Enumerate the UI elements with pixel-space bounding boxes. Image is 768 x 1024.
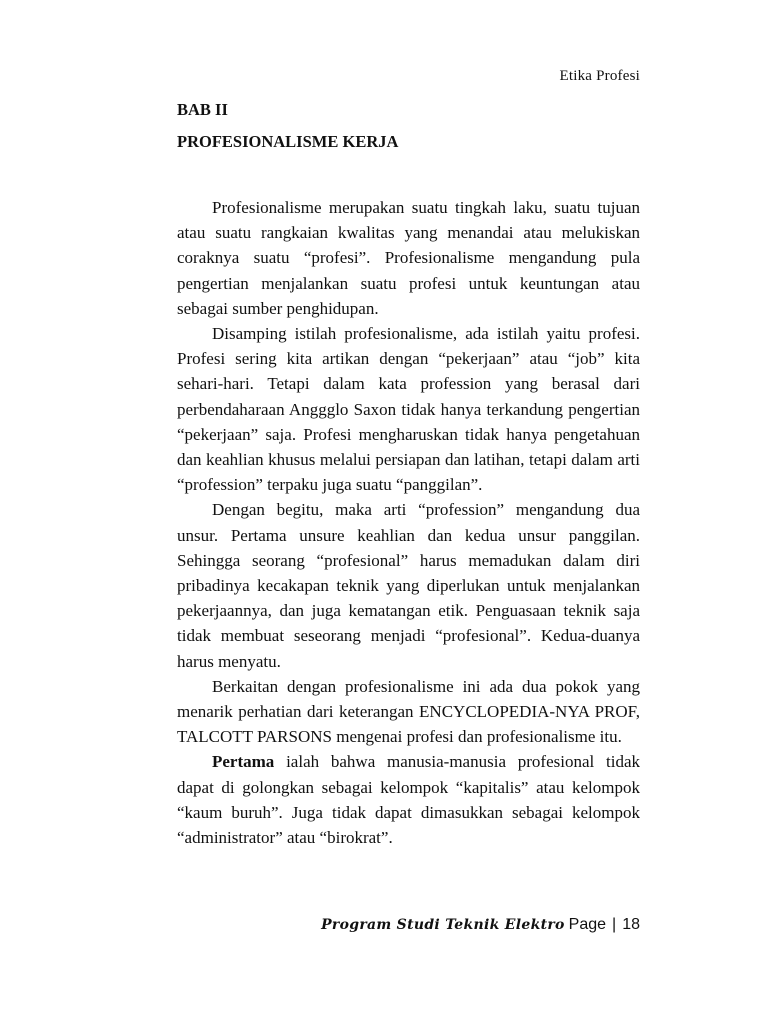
paragraph: Berkaitan dengan profesionalisme ini ada dua pokok yang menarik perhatian dari keterangan ENCYCLOPEDIA-NYA PROF, TALCOTT PARSONS mengenai profesi dan profesionalisme itu. — [177, 676, 640, 747]
paragraph: Pertama ialah bahwa manusia-manusia profesional tidak dapat di golongkan sebagai kelompok “kapitalis” atau kelompok “kaum buruh”. Juga tidak dapat dimasukkan sebagai kelompok “administrator” atau “birokrat”. — [177, 752, 640, 848]
program-name: Program Studi Teknik Elektro — [321, 917, 565, 933]
chapter-title: PROFESIONALISME KERJA — [177, 132, 399, 151]
paragraph: Dengan begitu, maka arti “profession” mengandung dua unsur. Pertama unsure keahlian dan kedua unsur panggilan. Sehingga seorang “profesional” harus memadukan dalam diri pribadinya kecakapan teknik yang diperlukan untuk menjalankan pekerjaannya, dan juga kematangan etik. Penguasaan teknik saja tidak membuat seseorang menjadi “profesional”. Kedua-duanya harus menyatu. — [177, 500, 640, 671]
paragraph: Disamping istilah profesionalisme, ada istilah yaitu profesi. Profesi sering kita artikan dengan “pekerjaan” atau “job” kita sehari-hari. Tetapi dalam kata profession yang berasal dari perbendaharaan Anggglo Saxon tidak hanya terkandung pengertian “pekerjaan” saja. Profesi mengharuskan tidak hanya pengetahuan dan keahlian khusus melalui persiapan dan latihan, tetapi dalam arti “profession” terpaku juga suatu “panggilan”. — [177, 324, 640, 495]
paragraph: Profesionalisme merupakan suatu tingkah laku, suatu tujuan atau suatu rangkaian kwalitas yang menandai atau melukiskan coraknya suatu “profesi”. Profesionalisme mengandung pula pengertian menjalankan suatu profesi untuk keuntungan atau sebagai sumber penghidupan. — [177, 198, 640, 318]
page-number: 18 — [622, 916, 640, 933]
body-text — [177, 195, 640, 850]
running-header: Etika Profesi — [559, 68, 640, 84]
bold-lead-word: Pertama — [212, 752, 275, 772]
page-label: Page — [568, 916, 607, 933]
page-footer — [321, 916, 640, 934]
chapter-label: BAB II — [177, 100, 228, 119]
footer-separator: | — [612, 916, 617, 933]
